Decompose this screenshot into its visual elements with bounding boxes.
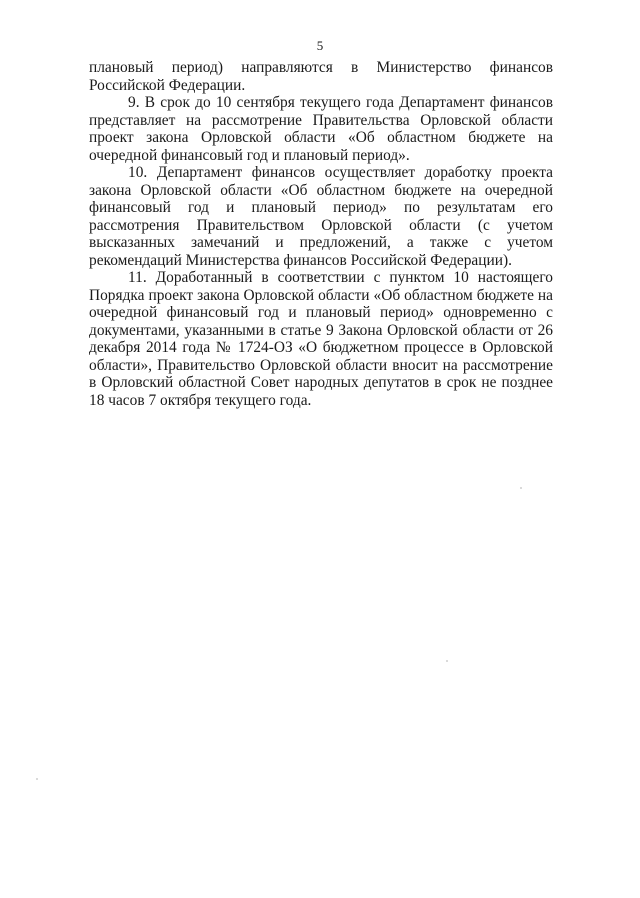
scan-speck — [446, 660, 448, 662]
paragraph-item-11: 11. Доработанный в соответствии с пунктом 10 настоящего Порядка проект закона Орловской области «Об областном бюджете на очередной финансовый год и плановый период» одновременно с документами, указанными в статье 9 Закона Орловской области от 26 декабря 2014 года № 1724-ОЗ «О бюджетном процессе в Орловской области», Правительство Орловской области вносит на рассмотрение в Орловский областной Совет народных депутатов в срок не позднее 18 часов 7 октября текущего года. — [89, 269, 553, 409]
page-number: 5 — [316, 38, 324, 53]
paragraph-item-9: 9. В срок до 10 сентября текущего года Департамент финансов представляет на рассмотрение Правительства Орловской области проект закона Орловской области «Об областном бюджете на очередной финансовый год и плановый период». — [89, 94, 553, 164]
document-body — [89, 59, 553, 409]
paragraph-continuation: плановый период) направляются в Министерство финансов Российской Федерации. — [89, 59, 553, 94]
scan-speck — [520, 487, 522, 489]
scan-speck — [36, 778, 38, 780]
paragraph-item-10: 10. Департамент финансов осуществляет доработку проекта закона Орловской области «Об областном бюджете на очередной финансовый год и плановый период» по результатам его рассмотрения Правительством Орловской области (с учетом высказанных замечаний и предложений, а также с учетом рекомендаций Министерства финансов Российской Федерации). — [89, 164, 553, 269]
